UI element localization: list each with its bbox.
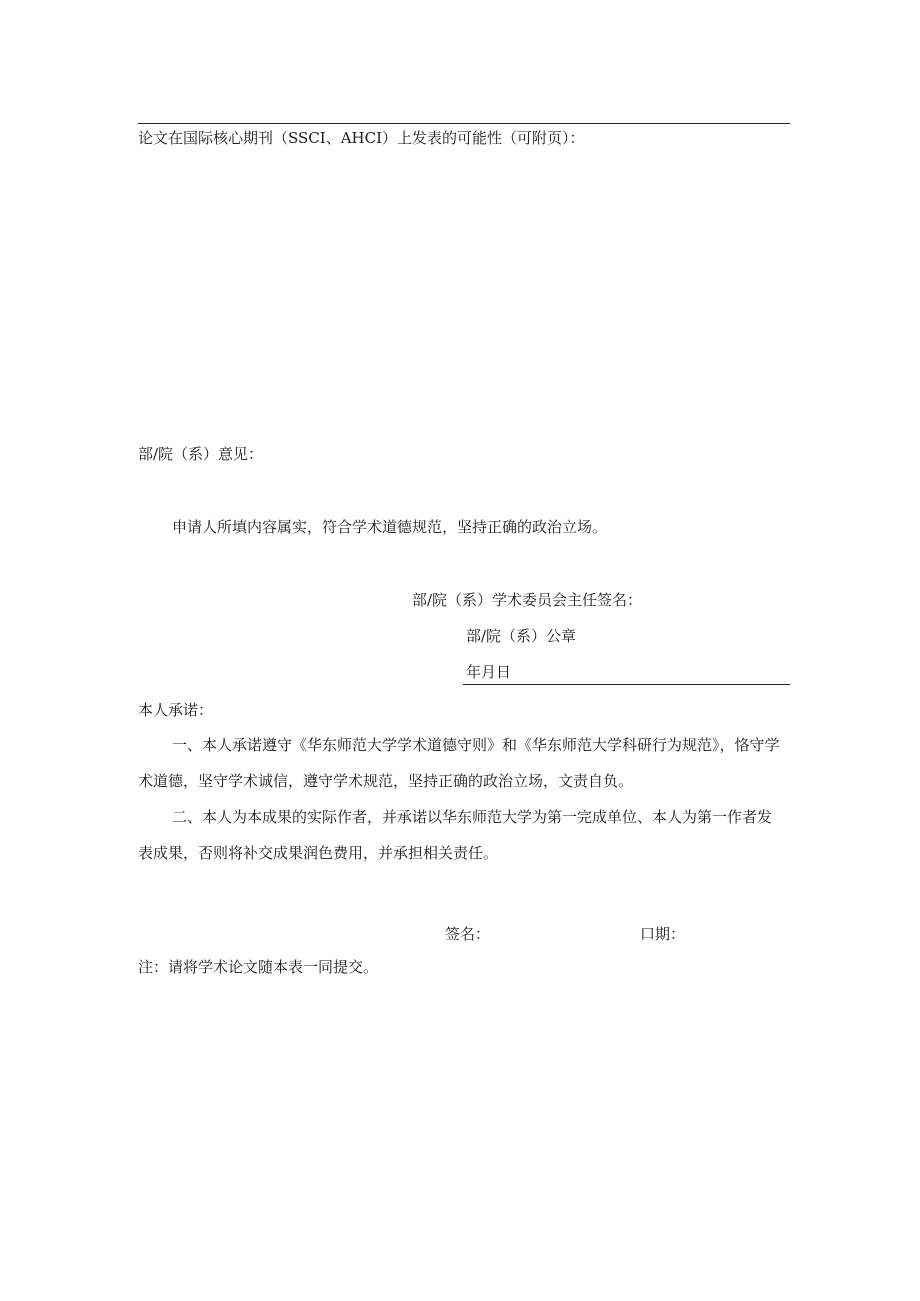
department-section-divider	[463, 684, 790, 685]
department-seal-label: 部/院（系）公章	[466, 627, 577, 645]
submission-note: 注：请将学术论文随本表一同提交。	[138, 958, 379, 976]
pledge-item-2: 二、本人为本成果的实际作者，并承诺以华东师范大学为第一完成单位、本人为第一作者发表成果，否则将补交成果润色费用，并承担相关责任。	[138, 808, 773, 862]
top-divider	[138, 123, 790, 124]
journal-possibility-label: 论文在国际核心期刊（SSCI、AHCI）上发表的可能性（可附页）：	[138, 129, 585, 147]
committee-chair-signature-label: 部/院（系）学术委员会主任签名：	[412, 591, 643, 609]
department-statement: 申请人所填内容属实，符合学术道德规范，坚持正确的政治立场。	[172, 518, 608, 536]
pledge-signature-label: 签名：	[445, 925, 491, 943]
department-date-label: 年月日	[466, 663, 512, 681]
pledge-date-label: 口期：	[640, 925, 686, 943]
pledge-title: 本人承诺：	[138, 701, 214, 719]
department-opinion-label: 部/院（系）意见：	[138, 445, 264, 463]
pledge-item-1: 一、本人承诺遵守《华东师范大学学术道德守则》和《华东师范大学科研行为规范》，恪守学术道德，坚守学术诚信，遵守学术规范，坚持正确的政治立场，文责自负。	[138, 736, 780, 790]
